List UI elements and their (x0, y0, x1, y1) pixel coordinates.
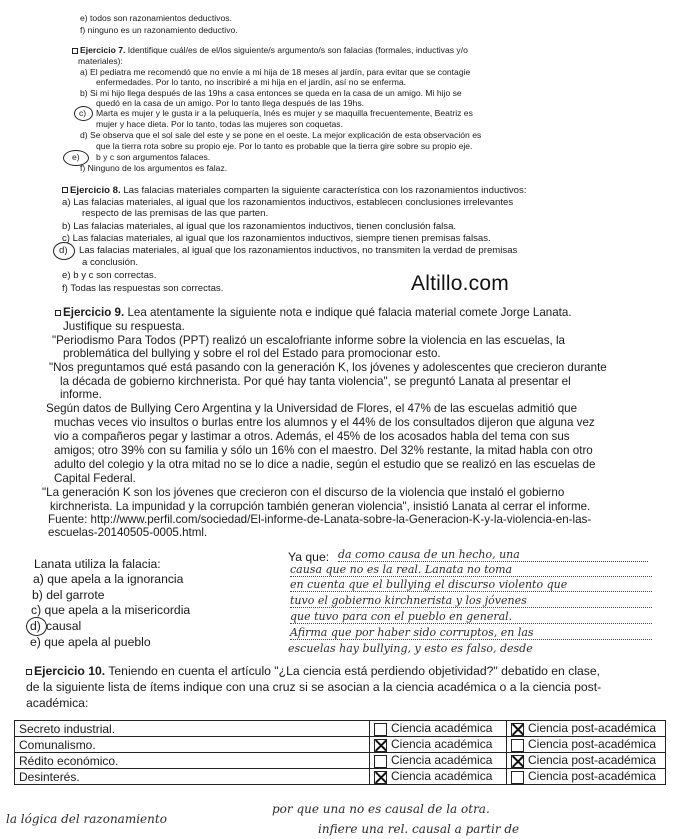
ej7-option-a-l1: a) El pediatra me recomendó que no envíe a mi hija de 18 meses al jardín, para evitar que se contagie (80, 67, 471, 77)
ej7-option-e-letter: e) (72, 152, 80, 162)
ej9-text-line: informe. (60, 388, 102, 401)
ej7-option-e: b y c son argumentos falaces. (96, 152, 211, 162)
checkbox-checked[interactable] (511, 723, 524, 736)
answer-label: Ya que: (288, 550, 330, 564)
post-cell[interactable]: Ciencia post-académica (507, 769, 666, 785)
ej9-heading: Ejercicio 9. Lea atentamente la siguiente nota e indique qué falacia material comete Jorge Lanata. (55, 306, 572, 320)
academica-cell[interactable]: Ciencia académica (370, 721, 507, 737)
ej10-intro-cont: de la siguiente lista de ítems indique con una cruz si se asocian a la ciencia académica o a la ciencia post- (26, 680, 602, 694)
item-cell: Comunalismo. (15, 737, 370, 753)
ej10-intro-cont: académica: (26, 696, 89, 710)
ej9-option-c: c) que apela a la misericordia (31, 603, 191, 617)
ej9-text-line: problemática del bullying y sobre el rol del Estado para promocionar esto. (63, 347, 441, 360)
ej9-option-d: causal (46, 619, 82, 633)
checkbox-checked[interactable] (374, 739, 387, 752)
academica-cell[interactable]: Ciencia académica (370, 753, 507, 769)
ej7-option-c-l1: Marta es mujer y le gusta ir a la peluquería, Inés es mujer y se maquilla frecuentemente, Beatriz es (96, 108, 473, 118)
table-row (15, 737, 666, 753)
ej10-heading: Ejercicio 10. Teniendo en cuenta el artículo "¿La ciencia está perdiendo objetividad?" debatido en clase, (26, 664, 600, 679)
handwritten-answer-line: en cuenta que el bullying el discurso violento que (290, 578, 652, 592)
checkbox-checked[interactable] (511, 755, 524, 768)
ej7-option-a-l2: enfermedades. Por lo tanto, no inscribiré a mi hija en el jardín, así no se enferma. (96, 77, 407, 87)
ej9-text-line: "Nos preguntamos qué está pasando con la generación K, los jóvenes y adolescentes que crecieron durante (49, 361, 607, 374)
item-cell: Rédito económico. (15, 753, 370, 769)
ej8-option-a-l2: respecto de las premisas de las que parten. (82, 208, 269, 219)
checkbox-square-icon (72, 48, 78, 54)
prev-option-e: e) todos son razonamientos deductivos. (80, 13, 232, 23)
item-cell: Desinterés. (15, 769, 370, 785)
ej9-text-line: adulto del colegio y la otra mitad no se lo dice a nadie, según el estudio que se realizó en las escuelas de (54, 458, 596, 471)
table-row (15, 753, 666, 769)
ej9-option-d-letter: d) (30, 619, 41, 633)
ej9-text-line: Según datos de Bullying Cero Argentina y la Universidad de Flores, el 47% de las escuelas admitió que (46, 402, 578, 415)
handwritten-note: la lógica del razonamiento (6, 812, 167, 826)
ej8-heading: Ejercicio 8. Las falacias materiales comparten la siguiente característica con los razonamientos inductivos: (62, 185, 526, 196)
ej9-text-line: vio a compañeros pegar y lastimar a otros. Además, el 45% de los acosados habla del tema con sus (54, 430, 570, 443)
checkbox[interactable] (511, 739, 524, 752)
ej7-option-c-l2: mujer y hace dieta. Por lo tanto, todas las mujeres son coquetas. (96, 119, 343, 129)
ej8-option-c: c) Las falacias materiales, al igual que los razonamientos inductivos, siempre tienen premisas falsas. (62, 233, 491, 244)
ej7-option-b-l1: b) Si mi hijo llega después de las 19hs a casa entonces se queda en la casa de un amigo. Mi hijo se (80, 88, 462, 98)
prev-option-f: f) ninguno es un razonamiento deductivo. (80, 25, 238, 35)
ej8-option-b: b) Las falacias materiales, al igual que los razonamientos inductivos, tienen conclusión falsa. (62, 221, 457, 232)
ej7-intro-cont: materiales): (78, 56, 123, 66)
ej9-option-a: a) que apela a la ignorancia (33, 572, 184, 586)
handwritten-answer-line: tuvo el gobierno kirchnerista y los jóvenes (290, 594, 652, 608)
handwritten-answer-line: da como causa de un hecho, una (338, 548, 648, 562)
item-cell: Secreto industrial. (15, 721, 370, 737)
checkbox-square-icon (62, 187, 68, 193)
ej8-option-d-letter: d) (59, 245, 68, 256)
ej10-table (14, 720, 666, 785)
handwritten-answer-line: que tuvo para con el pueblo en general. (290, 610, 652, 624)
checkbox-square-icon (55, 310, 61, 316)
ej7-heading: Ejercicio 7. Identifique cuál/es de el/los siguiente/s argumento/s son falacias (formales, inductivas y/o (72, 45, 468, 56)
ej9-option-e: e) que apela al pueblo (30, 635, 151, 649)
ej9-text-line: "Periodismo Para Todos (PPT) realizó un escalofriante informe sobre la violencia en las escuelas, la (52, 334, 565, 347)
academica-cell[interactable]: Ciencia académica (370, 737, 507, 753)
ej7-option-d-l2: que la tierra rota sobre su propio eje. Por lo tanto es probable que la tierra gire sobre su propio eje. (96, 141, 473, 151)
handwritten-answer-line: escuelas hay bullying, y esto es falso, desde (288, 642, 533, 655)
ej8-option-d-l2: a conclusión. (82, 257, 138, 268)
ej7-option-d-l1: d) Se observa que el sol sale del este y se pone en el oeste. La mejor explicación de esta observación es (80, 130, 482, 140)
checkbox[interactable] (374, 723, 387, 736)
ej8-option-e: e) b y c son correctas. (62, 270, 157, 281)
ej9-text-line: la década de gobierno kirchnerista. Por qué hay tanta violencia", se preguntó Lanata al presentar el (60, 375, 571, 388)
checkbox-checked[interactable] (374, 771, 387, 784)
ej9-text-line: muchas veces vio insultos o burlas entre los alumnos y el 44% de los consultados dijeron que alguna vez (54, 416, 595, 429)
ej9-text-line: "La generación K son los jóvenes que crecieron con el discurso de la violencia que instaló el gobierno (42, 486, 565, 499)
ej9-options-intro: Lanata utiliza la falacia: (34, 557, 161, 571)
ej8-option-f: f) Todas las respuestas son correctas. (62, 283, 224, 294)
handwritten-note: por que una no es causal de la otra. (272, 802, 490, 816)
post-cell[interactable]: Ciencia post-académica (507, 737, 666, 753)
handwritten-answer-line: Afirma que por haber sido corruptos, en las (290, 626, 652, 640)
checkbox[interactable] (511, 771, 524, 784)
ej9-source-link-cont[interactable]: escuelas-20140505-0005.html. (48, 526, 208, 539)
site-watermark: Altillo.com (411, 272, 509, 295)
post-cell[interactable]: Ciencia post-académica (507, 753, 666, 769)
ej8-option-d-l1: Las falacias materiales, al igual que los razonamientos inductivos, no transmiten la verdad de premisas (79, 245, 518, 256)
ej9-text-line: Capital Federal. (54, 472, 136, 485)
table-row (15, 769, 666, 785)
ej7-option-f: f) Ninguno de los argumentos es falaz. (80, 163, 228, 173)
ej8-option-a-l1: a) Las falacias materiales, al igual que los razonamientos inductivos, establecen conclusiones irrelevantes (62, 197, 514, 208)
academica-cell[interactable]: Ciencia académica (370, 769, 507, 785)
ej9-source-link[interactable]: Fuente: http://www.perfil.com/sociedad/El-informe-de-Lanata-sobre-la-Generacion-K-y-la-violencia-en-las- (48, 513, 592, 526)
ej9-text-line: kirchnerista. La impunidad y la corrupción también generan violencia", insistió Lanata al cerrar el informe. (50, 500, 591, 513)
post-cell[interactable]: Ciencia post-académica (507, 721, 666, 737)
handwritten-answer-line: causa que no es la real. Lanata no toma (290, 563, 652, 577)
ej7-option-b-l2: quedó en la casa de un amigo. Por lo tanto llega después de las 19hs. (96, 98, 365, 108)
handwritten-note: infiere una rel. causal a partir de (318, 822, 520, 836)
ej7-option-c-letter: c) (79, 108, 87, 118)
checkbox-square-icon (26, 669, 32, 675)
table-row (15, 721, 666, 737)
checkbox[interactable] (374, 755, 387, 768)
ej9-intro-cont: Justifique su respuesta. (63, 320, 185, 333)
ej9-text-line: amigos; otro 39% con su familia y sólo un 16% con el maestro. Del 32% restante, la mitad habla con otro (54, 444, 593, 457)
ej9-option-b: b) del garrote (32, 588, 105, 602)
